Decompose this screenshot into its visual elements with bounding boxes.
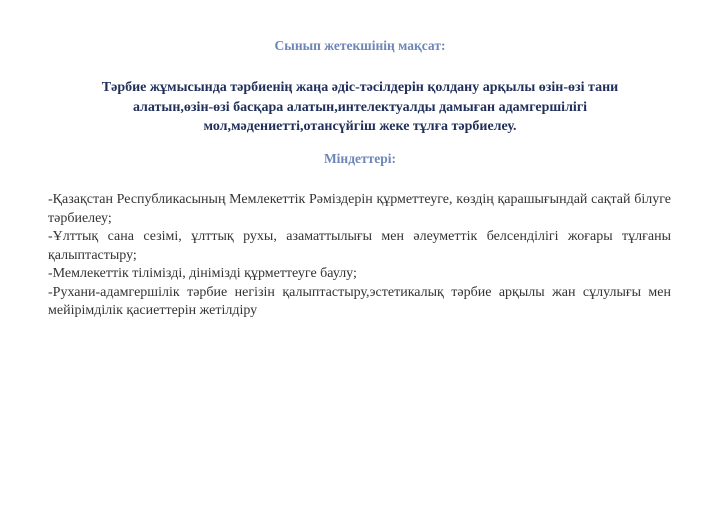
tasks-heading: Міндеттері: (323, 151, 397, 166)
goal-text: Тәрбие жұмысында тәрбиенің жаңа әдіс-тәсілдерін қолдану арқылы өзін-өзі тани алатын,өзін-өзі басқара алатын,интелектуалды дамыған адамгершілігі мол,мәдениетті,отансүйгіш жеке тұлға тәрбиелеу. (101, 80, 619, 134)
tasks-list (48, 191, 671, 321)
goal-heading: Сынып жетекшінің мақсат: (274, 38, 446, 53)
task-item: -Ұлттық сана сезімі, ұлттық рухы, азаматтылығы мен әлеуметтік белсенділігі жоғары тұлғаны қалыптастыру; (48, 229, 671, 263)
task-item: -Қазақстан Республикасының Мемлекеттік Рәміздерін құрметтеуге, көздің қарашығындай сақтай білуге тәрбиелеу; (48, 192, 671, 226)
task-item: -Мемлекеттік тілімізді, дінімізді құрметтеуге баулу; (48, 266, 357, 281)
task-item: -Рухани-адамгершілік тәрбие негізін қалыптастыру,эстетикалық тәрбие арқылы жан сұлулығы мен мейірімділік қасиеттерін жетілдіру (48, 284, 671, 318)
